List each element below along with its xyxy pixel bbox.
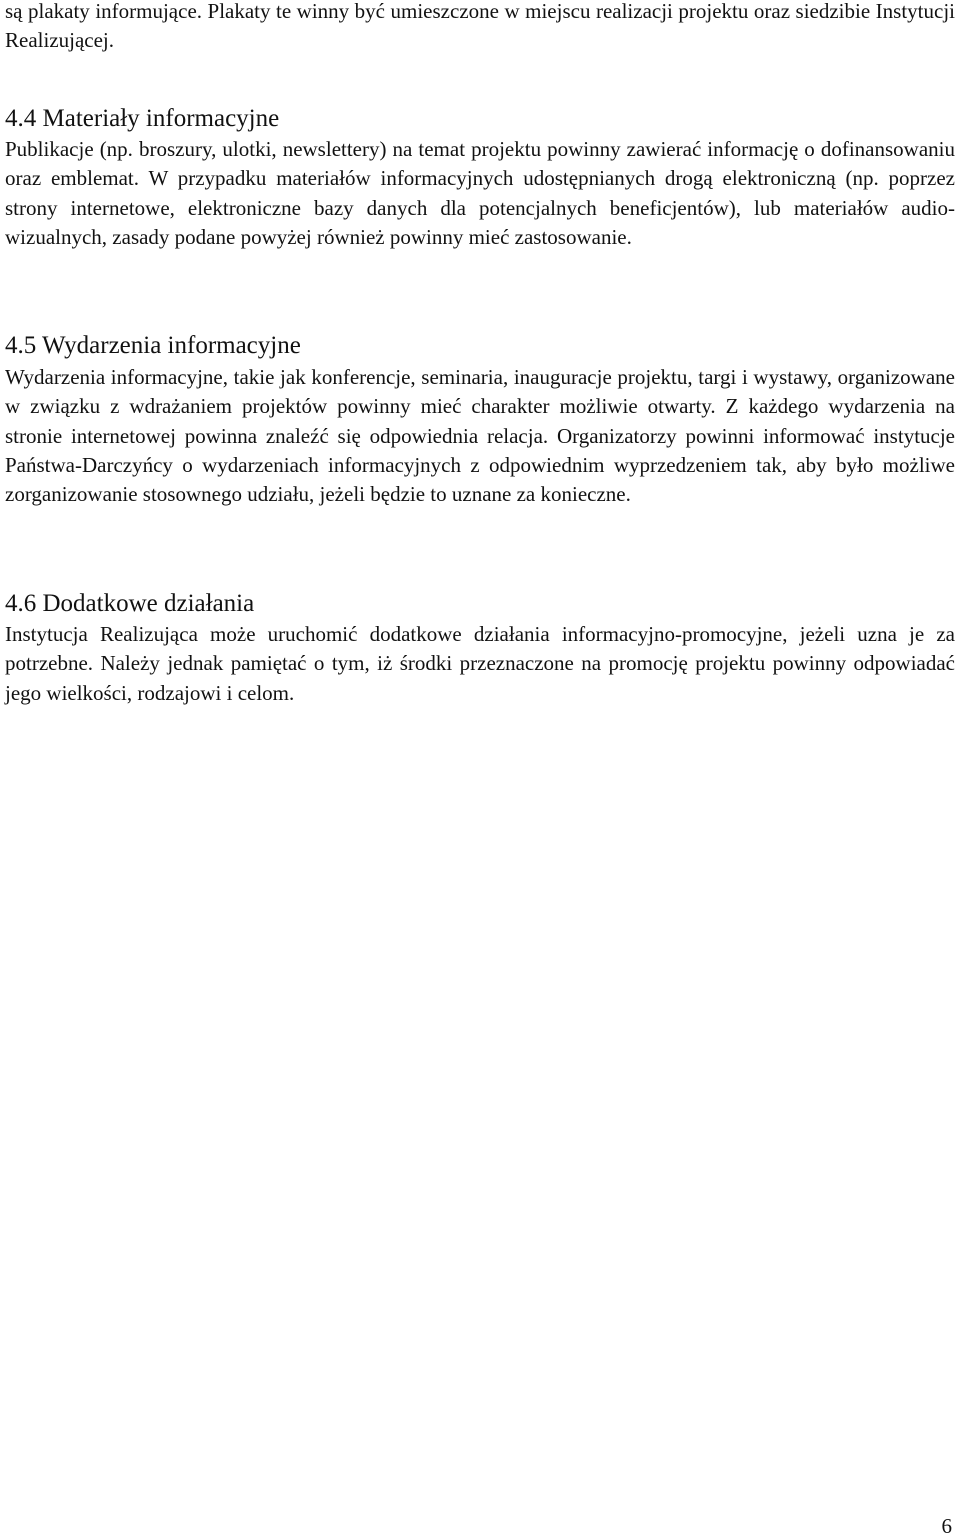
section-body: Publikacje (np. broszury, ulotki, newslettery) na temat projektu powinny zawierać informację o dofinansowaniu oraz emblemat. W przypadku materiałów informacyjnych udostępnianych drogą elektroniczną (np. poprzez strony internetowe, elektroniczne bazy danych dla potencjalnych beneficjentów), lub materiałów audio-wizualnych, zasady podane powyżej również powinny mieć zastosowanie. (5, 137, 955, 249)
section-4-4 (5, 104, 955, 252)
section-4-6 (5, 589, 955, 708)
section-heading: 4.5 Wydarzenia informacyjne (5, 332, 301, 359)
section-body: Wydarzenia informacyjne, takie jak konferencje, seminaria, inauguracje projektu, targi i wystawy, organizowane w związku z wdrażaniem projektów powinny mieć charakter możliwie otwarty. Z każdego wydarzenia na stronie internetowej powinna znaleźć się odpowiednia relacja. Organizatorzy powinni informować instytucje Państwa-Darczyńcy o wydarzeniach informacyjnych z odpowiednim wyprzedzeniem tak, aby było możliwe zorganizowanie stosownego udziału, jeżeli będzie to uznane za konieczne. (5, 365, 955, 507)
section-heading: 4.6 Dodatkowe działania (5, 590, 255, 617)
section-4-5 (5, 331, 955, 509)
page-number: 6 (941, 1514, 952, 1538)
intro-paragraph: są plakaty informujące. Plakaty te winny być umieszczone w miejscu realizacji projektu oraz siedzibie Instytucji Realizującej. (5, 0, 955, 53)
section-body: Instytucja Realizująca może uruchomić dodatkowe działania informacyjno-promocyjne, jeżeli uzna je za potrzebne. Należy jednak pamiętać o tym, iż środki przeznaczone na promocję projektu powinny odpowiadać jego wielkości, rodzajowi i celom. (5, 622, 955, 705)
section-heading: 4.4 Materiały informacyjne (5, 105, 280, 132)
